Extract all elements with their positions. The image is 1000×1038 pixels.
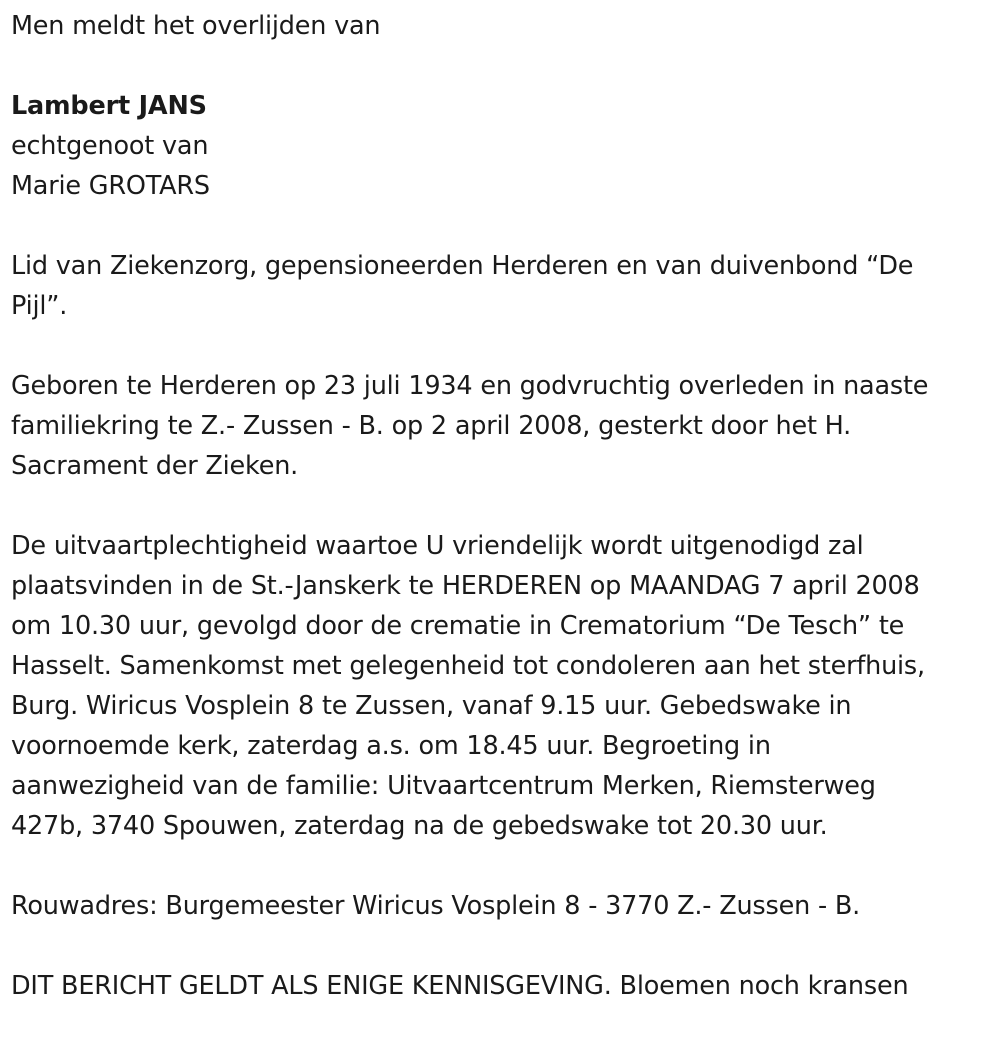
membership-line: Pijl”.: [11, 291, 68, 321]
spacer: [11, 46, 991, 86]
deceased-name: Lambert JANS: [11, 91, 207, 121]
birth-death-paragraph: [11, 366, 991, 486]
spacer: [11, 926, 991, 966]
birth-death-line: Geboren te Herderen op 23 juli 1934 en godvruchtig overleden in naaste: [11, 371, 929, 401]
relation-text: echtgenoot van: [11, 131, 209, 161]
spacer: [11, 486, 991, 526]
spacer: [11, 326, 991, 366]
mourning-address: Rouwadres: Burgemeester Wiricus Vosplein 8 - 3770 Z.- Zussen - B.: [11, 891, 861, 921]
spouse-name: Marie GROTARS: [11, 171, 210, 201]
notice-text: DIT BERICHT GELDT ALS ENIGE KENNISGEVING. Bloemen noch kransen: [11, 971, 909, 1001]
spacer: [11, 206, 991, 246]
funeral-line: Hasselt. Samenkomst met gelegenheid tot condoleren aan het sterfhuis,: [11, 651, 925, 681]
funeral-line: plaatsvinden in de St.-Janskerk te HERDEREN op MAANDAG 7 april 2008: [11, 571, 920, 601]
funeral-line: aanwezigheid van de familie: Uitvaartcentrum Merken, Riemsterweg: [11, 771, 876, 801]
membership-line: Lid van Ziekenzorg, gepensioneerden Herderen en van duivenbond “De: [11, 251, 914, 281]
obituary-document: [0, 6, 991, 1006]
membership-paragraph: [11, 246, 991, 326]
birth-death-line: familiekring te Z.- Zussen - B. op 2 april 2008, gesterkt door het H.: [11, 411, 852, 441]
funeral-line: om 10.30 uur, gevolgd door de crematie in Crematorium “De Tesch” te: [11, 611, 905, 641]
funeral-line: De uitvaartplechtigheid waartoe U vriendelijk wordt uitgenodigd zal: [11, 531, 864, 561]
intro-text: Men meldt het overlijden van: [11, 11, 381, 41]
funeral-paragraph: [11, 526, 991, 846]
spacer: [11, 846, 991, 886]
funeral-line: 427b, 3740 Spouwen, zaterdag na de gebedswake tot 20.30 uur.: [11, 811, 828, 841]
birth-death-line: Sacrament der Zieken.: [11, 451, 299, 481]
funeral-line: Burg. Wiricus Vosplein 8 te Zussen, vanaf 9.15 uur. Gebedswake in: [11, 691, 852, 721]
funeral-line: voornoemde kerk, zaterdag a.s. om 18.45 uur. Begroeting in: [11, 731, 771, 761]
